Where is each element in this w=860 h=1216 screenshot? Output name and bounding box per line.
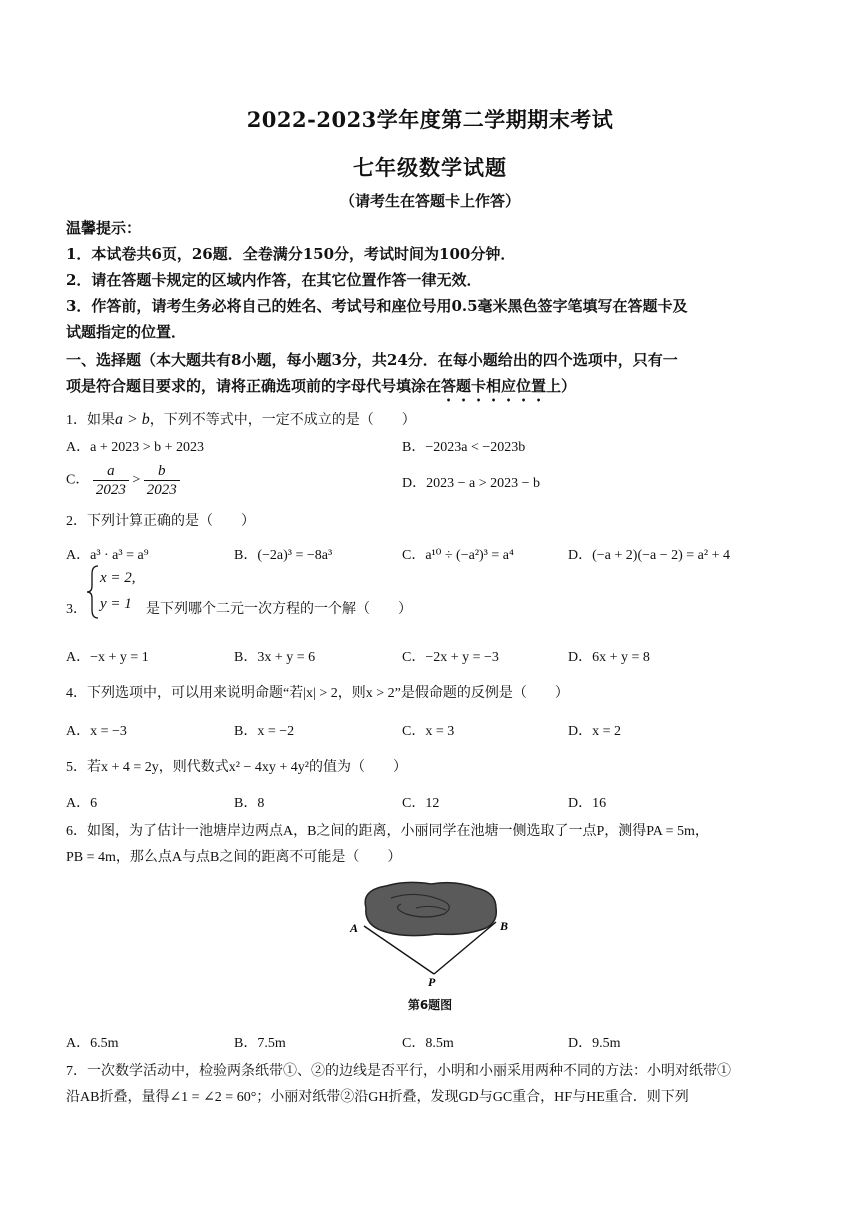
fraction-denominator: 2023	[93, 480, 129, 499]
fraction-numerator: a	[107, 463, 115, 479]
figure-caption: 第6题图	[407, 998, 453, 1012]
q2-option-b[interactable]: B．(−2a)³ = −8a³	[234, 548, 333, 563]
fraction-numerator: b	[158, 463, 166, 479]
q1-option-a[interactable]: A．a + 2023 > b + 2023	[66, 440, 205, 455]
q1-option-b[interactable]: B．−2023a < −2023b	[402, 440, 526, 455]
q4-option-c[interactable]: C．x = 3	[402, 724, 455, 739]
q6-option-a[interactable]: A．6.5m	[66, 1036, 119, 1051]
exam-title: 2022-2023学年度第二学期期末考试	[246, 107, 614, 132]
answer-note: （请考生在答题卡上作答）	[339, 192, 520, 210]
q2-option-d[interactable]: D．(−a + 2)(−a − 2) = a² + 4	[568, 548, 730, 563]
fraction	[144, 462, 180, 499]
question-3-stem: 是下列哪个二元一次方程的一个解（ ）	[146, 602, 412, 617]
point-b-label: B	[500, 919, 509, 933]
q4-option-d[interactable]: D．x = 2	[568, 724, 622, 739]
q6-option-d[interactable]: D．9.5m	[568, 1036, 621, 1051]
question-4-stem: 4．下列选项中，可以用来说明命题“若|x| > 2，则x > 2”是假命题的反例是（ ）	[66, 686, 569, 701]
q6-option-b[interactable]: B．7.5m	[234, 1036, 286, 1051]
pond-figure	[346, 878, 516, 988]
q1-stem-suffix: ，下列不等式中，一定不成立的是（ ）	[149, 413, 416, 428]
q3-option-d[interactable]: D．6x + y = 8	[568, 650, 650, 665]
tip-item: 2．请在答题卡规定的区域内作答，在其它位置作答一律无效．	[66, 271, 482, 289]
tip-item: 3．作答前，请考生务必将自己的姓名、考试号和座位号用0.5毫米黑色签字笔填写在答题卡及	[66, 297, 688, 315]
section-instruction-suffix: 上）	[546, 377, 577, 395]
q1-option-c[interactable]	[66, 462, 180, 499]
q3-equation-2: y = 1	[100, 596, 132, 612]
q1-option-c-relation: >	[132, 472, 141, 488]
tip-item: 1．本试卷共6页，26题．全卷满分150分，考试时间为100分钟．	[66, 245, 516, 263]
question-6-line-2: PB = 4m，那么点A与点B之间的距离不可能是（ ）	[66, 850, 402, 865]
question-1-stem	[66, 410, 416, 431]
q3-option-b[interactable]: B．3x + y = 6	[234, 650, 316, 665]
q3-equation-1: x = 2,	[100, 570, 136, 586]
exam-subtitle: 七年级数学试题	[353, 155, 507, 180]
q2-option-c[interactable]: C．a¹⁰ ÷ (−a²)³ = a⁴	[402, 548, 514, 563]
point-a-label: A	[350, 921, 359, 935]
fraction	[93, 462, 129, 499]
q2-option-a[interactable]: A．a³ · a³ = a⁹	[66, 548, 149, 563]
question-5-stem: 5．若x + 4 = 2y，则代数式x² − 4xy + 4y²的值为（ ）	[66, 760, 407, 775]
q5-option-a[interactable]: A．6	[66, 796, 98, 811]
tips-heading: 温馨提示：	[66, 219, 142, 237]
q4-option-b[interactable]: B．x = −2	[234, 724, 295, 739]
q3-option-a[interactable]: A．−x + y = 1	[66, 650, 149, 665]
q5-option-c[interactable]: C．12	[402, 796, 440, 811]
tip-item: 试题指定的位置．	[66, 323, 187, 341]
question-7-line-2: 沿AB折叠，量得∠1 = ∠2 = 60°；小丽对纸带②沿GH折叠，发现GD与GC重合，HF与HE重合．则下列	[66, 1090, 689, 1105]
q5-option-b[interactable]: B．8	[234, 796, 265, 811]
question-6-line-1: 6．如图，为了估计一池塘岸边两点A，B之间的距离，小丽同学在池塘一侧选取了一点P，测得PA = 5m，	[66, 824, 709, 839]
q3-number: 3．	[66, 602, 87, 617]
section-heading: 一、选择题（本大题共有8小题，每小题3分，共24分．在每小题给出的四个选项中，只有一	[66, 351, 678, 369]
q3-option-c[interactable]: C．−2x + y = −3	[402, 650, 499, 665]
q1-option-c-label: C．	[66, 472, 90, 488]
fraction-denominator: 2023	[144, 480, 180, 499]
pond-shape	[365, 882, 496, 935]
q1-option-d[interactable]: D．2023 − a > 2023 − b	[402, 476, 541, 491]
q6-option-c[interactable]: C．8.5m	[402, 1036, 454, 1051]
section-instruction	[66, 376, 796, 405]
question-7-line-1: 7．一次数学活动中，检验两条纸带①、②的边线是否平行，小明和小丽采用两种不同的方法：小明对纸带①	[66, 1064, 731, 1079]
q5-option-d[interactable]: D．16	[568, 796, 607, 811]
section-instruction-emphasis: 答题卡相应位置	[441, 377, 547, 395]
q4-option-a[interactable]: A．x = −3	[66, 724, 127, 739]
section-instruction-prefix: 项是符合题目要求的，请将正确选项前的字母代号填涂在	[66, 377, 442, 395]
q1-condition: a > b	[115, 411, 150, 428]
q1-stem-prefix: 1．如果	[66, 413, 115, 428]
brace-icon	[86, 564, 100, 620]
point-p-label: P	[428, 975, 436, 988]
question-2-stem: 2．下列计算正确的是（ ）	[66, 514, 255, 529]
